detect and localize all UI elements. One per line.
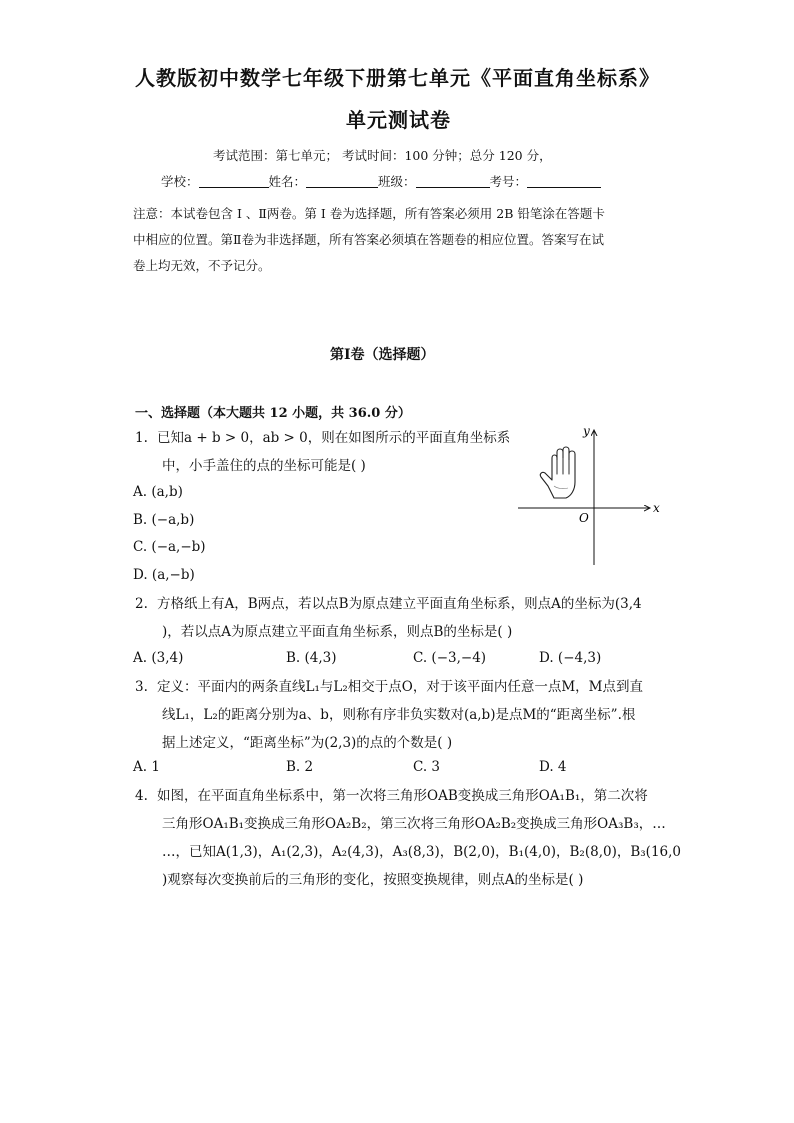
option-b[interactable]: B. (−a,b) xyxy=(133,512,195,528)
question-text: )观察每次变换前后的三角形的变化，按照变换规律，则点A的坐标是( ) xyxy=(162,872,584,888)
question-number: 2. xyxy=(135,596,148,612)
question-text: 方格纸上有A，B两点，若以点B为原点建立平面直角坐标系，则点A的坐标为(3,4 xyxy=(157,596,642,612)
question-number: 3. xyxy=(135,679,148,695)
origin-label: O xyxy=(579,511,589,525)
option-b[interactable]: B. 2 xyxy=(286,759,314,775)
question-text: )，若以点A为原点建立平面直角坐标系，则点B的坐标是( ) xyxy=(162,624,513,640)
question-text: 已知a + b > 0，ab > 0，则在如图所示的平面直角坐标系 xyxy=(157,430,511,446)
exam-info: 考试范围：第七单元； 考试时间：100 分钟；总分 120 分， xyxy=(213,148,552,163)
question-number: 1. xyxy=(135,430,148,446)
question-text: 如图，在平面直角坐标系中，第一次将三角形OAB变换成三角形OA₁B₁，第二次将 xyxy=(157,788,648,804)
question-text: 线L₁，L₂的距离分别为a、b，则称有序非负实数对(a,b)是点M的“距离坐标”.根 xyxy=(162,707,636,723)
number-label: 考号： xyxy=(489,174,528,189)
number-blank[interactable] xyxy=(527,173,601,188)
x-axis-label: x xyxy=(653,501,660,515)
option-a[interactable]: A. (3,4) xyxy=(133,650,184,666)
document-title-line1: 人教版初中数学七年级下册第七单元《平面直角坐标系》 xyxy=(135,66,660,90)
question-3 xyxy=(135,673,643,757)
class-label: 班级： xyxy=(378,174,416,189)
option-d[interactable]: D. 4 xyxy=(539,759,567,775)
school-blank[interactable] xyxy=(199,173,269,188)
student-info-row xyxy=(161,172,601,190)
name-label: 姓名： xyxy=(268,174,307,189)
option-a[interactable]: A. (a,b) xyxy=(133,484,183,500)
option-d[interactable]: D. (−4,3) xyxy=(539,650,602,666)
part-title: 一、选择题（本大题共 12 小题，共 36.0 分） xyxy=(135,406,411,421)
question-text: 三角形OA₁B₁变换成三角形OA₂B₂，第三次将三角形OA₂B₂变换成三角形OA₃B₃，… xyxy=(162,816,666,832)
option-d[interactable]: D. (a,−b) xyxy=(133,567,195,583)
class-blank[interactable] xyxy=(416,173,490,188)
hand-icon xyxy=(540,447,575,498)
option-c[interactable]: C. (−3,−4) xyxy=(413,650,487,666)
section-title: 第Ⅰ卷（选择题） xyxy=(330,347,435,363)
name-blank[interactable] xyxy=(306,173,378,188)
question-4 xyxy=(135,782,681,894)
coordinate-figure xyxy=(510,424,670,569)
notice xyxy=(133,201,605,279)
question-text: …，已知A(1,3)，A₁(2,3)，A₂(4,3)，A₃(8,3)，B(2,0)，B₁(4,0)，B₂(8,0)，B₃(16,0 xyxy=(162,844,681,860)
question-text: 据上述定义，“距离坐标”为(2,3)的点的个数是( ) xyxy=(162,735,453,751)
question-1 xyxy=(135,424,510,480)
option-c[interactable]: C. (−a,−b) xyxy=(133,539,206,555)
y-axis-label: y xyxy=(583,424,590,438)
document-title-line2: 单元测试卷 xyxy=(346,108,451,132)
notice-line: 中相应的位置。第Ⅱ卷为非选择题，所有答案必须填在答题卷的相应位置。答案写在试 xyxy=(133,232,604,247)
school-label: 学校： xyxy=(161,174,199,189)
notice-line: 注意：本试卷包含 Ⅰ 、Ⅱ两卷。第 Ⅰ 卷为选择题，所有答案必须用 2B 铅笔涂在答题卡 xyxy=(133,206,605,221)
question-text: 定义：平面内的两条直线L₁与L₂相交于点O，对于该平面内任意一点M，M点到直 xyxy=(157,679,643,695)
option-a[interactable]: A. 1 xyxy=(133,759,160,775)
question-2 xyxy=(135,590,642,646)
question-text: 中，小手盖住的点的坐标可能是( ) xyxy=(162,458,366,474)
option-c[interactable]: C. 3 xyxy=(413,759,441,775)
notice-line: 卷上均无效，不予记分。 xyxy=(133,258,271,273)
question-number: 4. xyxy=(135,788,148,804)
option-b[interactable]: B. (4,3) xyxy=(286,650,337,666)
